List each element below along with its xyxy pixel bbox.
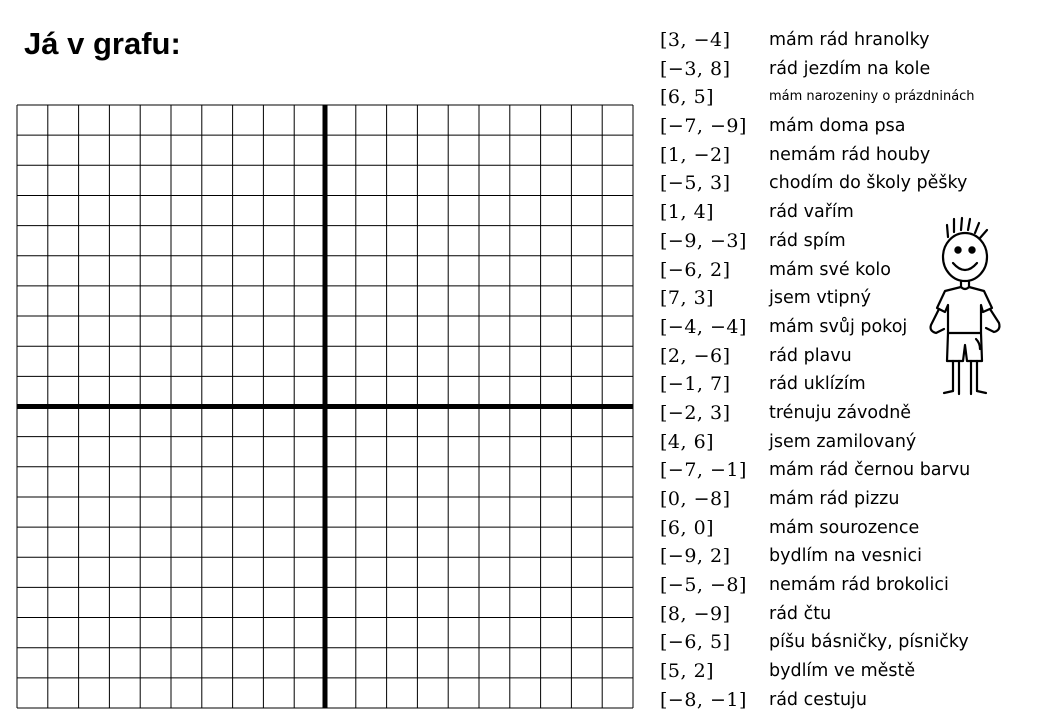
list-item [660,26,1035,55]
list-item [660,55,1035,84]
coordinate-label: [1, −2] [660,143,731,166]
list-item [660,456,1035,485]
statement-text: bydlím ve městě [769,661,916,682]
statement-text: mám narozeniny o prázdninách [769,89,975,105]
coordinate-label: [8, −9] [660,602,731,625]
coordinate-label: [2, −6] [660,344,731,367]
statement-text: mám rád černou barvu [769,460,971,481]
page-title: Já v grafu: [24,26,181,61]
statement-text: rád cestuju [769,689,868,710]
list-item [660,112,1035,141]
coordinate-label: [−5, 3] [660,172,731,195]
coordinate-label: [−8, −1] [660,688,747,711]
statement-text: mám sourozence [769,517,920,538]
coordinate-label: [6, 5] [660,86,715,109]
statement-text: rád čtu [769,603,832,624]
statement-text: rád plavu [769,345,852,366]
statement-text: jsem zamilovaný [769,431,917,452]
statement-text: rád jezdím na kole [769,58,931,79]
coordinate-label: [−4, −4] [660,315,747,338]
statement-text: mám rád pizzu [769,489,900,509]
list-item [660,428,1035,457]
coordinate-label: [−7, −1] [660,459,747,482]
coordinate-label: [−6, 2] [660,258,731,281]
statement-text: mám rád hranolky [769,30,930,50]
coordinate-label: [−9, −3] [660,229,747,252]
coordinate-label: [3, −4] [660,29,731,51]
statement-text: rád uklízím [769,374,866,395]
coordinate-label: [1, 4] [660,201,715,224]
statement-text: mám své kolo [769,259,891,280]
coordinate-label: [−3, 8] [660,57,731,80]
list-item [660,657,1035,686]
coordinate-label: [7, 3] [660,287,715,310]
coordinate-label: [5, 2] [660,660,715,683]
coordinate-label: [4, 6] [660,430,715,453]
list-item [660,514,1035,543]
statement-text: nemám rád houby [769,144,931,165]
list-item [660,141,1035,170]
coordinate-label: [−6, 5] [660,631,731,654]
coordinate-label: [0, −8] [660,488,731,510]
list-item [660,628,1035,657]
coordinate-label: [−7, −9] [660,115,747,138]
statement-text: jsem vtipný [769,288,871,309]
list-item [660,399,1035,428]
coordinate-label: [−2, 3] [660,401,731,424]
coordinate-label: [−9, 2] [660,545,731,568]
statement-text: mám doma psa [769,116,906,137]
statement-text: rád vařím [769,202,854,223]
list-item [660,686,1035,715]
statement-text: chodím do školy pěšky [769,173,968,194]
list-item [660,83,1035,112]
statement-text: trénuju závodně [769,402,912,423]
boy-drawing-icon [920,215,1010,400]
coordinate-label: [−5, −8] [660,574,747,597]
statement-text: bydlím na vesnici [769,546,922,567]
list-item [660,485,1035,514]
statement-text: nemám rád brokolici [769,575,949,596]
coordinate-label: [−1, 7] [660,373,731,396]
list-item [660,571,1035,600]
coordinate-label: [6, 0] [660,516,715,539]
list-item [660,169,1035,198]
statement-text: mám svůj pokoj [769,316,908,337]
list-item [660,600,1035,629]
statement-text: rád spím [769,230,846,251]
statement-text: píšu básničky, písničky [769,632,969,653]
list-item [660,542,1035,571]
